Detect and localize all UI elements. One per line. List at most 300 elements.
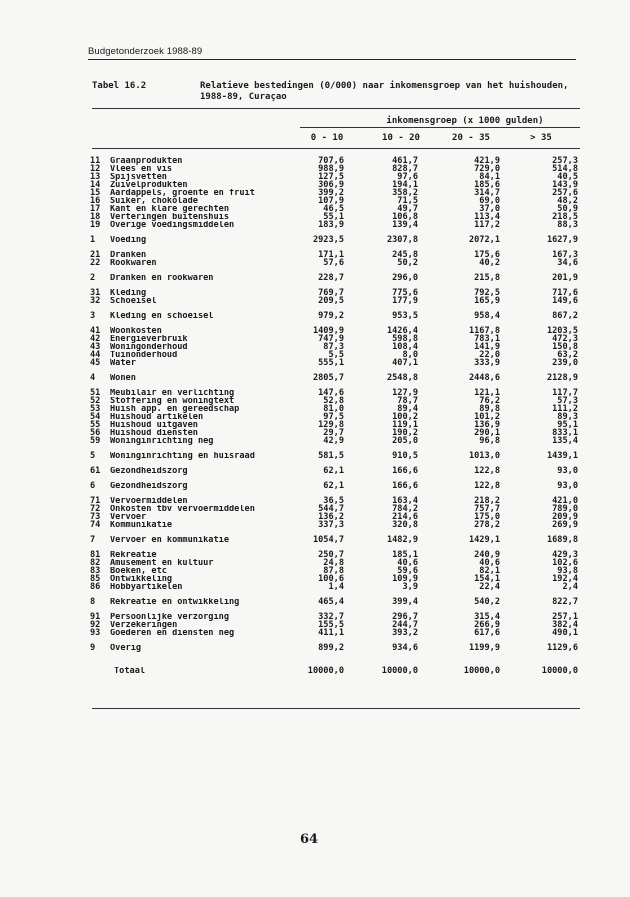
row-label: Huish app. en gereedschap bbox=[110, 405, 240, 413]
row-value: 117,2 bbox=[474, 220, 500, 230]
row-value: 10000,0 bbox=[541, 666, 578, 676]
row-code: 56 bbox=[90, 428, 101, 438]
row-value: 141,9 bbox=[474, 342, 500, 352]
row-code: 43 bbox=[90, 342, 101, 352]
row-value: 979,2 bbox=[318, 311, 344, 321]
row-code: 13 bbox=[90, 172, 101, 182]
row-value: 136,2 bbox=[318, 512, 344, 522]
row-value: 163,4 bbox=[392, 496, 418, 506]
row-value: 988,9 bbox=[318, 164, 344, 174]
row-value: 1409,9 bbox=[312, 326, 344, 336]
income-group-heading: inkomensgroep (x 1000 gulden) bbox=[386, 116, 544, 126]
row-code: 52 bbox=[90, 396, 101, 406]
row-value: 2307,8 bbox=[386, 235, 418, 245]
row-value: 2072,1 bbox=[468, 235, 500, 245]
table-row bbox=[90, 521, 580, 529]
row-code: 54 bbox=[90, 412, 101, 422]
row-value: 177,9 bbox=[392, 296, 418, 306]
row-code: 85 bbox=[90, 574, 101, 584]
row-code: 11 bbox=[90, 156, 101, 166]
row-value: 10000,0 bbox=[307, 666, 344, 676]
group-heading-rule bbox=[300, 127, 580, 128]
row-value: 1,4 bbox=[328, 582, 344, 592]
page-number: 64 bbox=[300, 832, 319, 847]
row-value: 407,1 bbox=[392, 358, 418, 368]
expenditure-table bbox=[90, 157, 580, 675]
row-label: Schoeisel bbox=[110, 297, 157, 305]
row-value: 792,5 bbox=[474, 288, 500, 298]
row-value: 100,6 bbox=[318, 574, 344, 584]
row-value: 296,7 bbox=[392, 612, 418, 622]
row-value: 87,8 bbox=[323, 566, 344, 576]
row-value: 421,0 bbox=[552, 496, 578, 506]
row-value: 934,6 bbox=[392, 643, 418, 653]
row-value: 93,0 bbox=[557, 466, 578, 476]
row-value: 1689,8 bbox=[546, 535, 578, 545]
row-code: 51 bbox=[90, 388, 101, 398]
row-value: 215,8 bbox=[474, 273, 500, 283]
row-label: Dranken bbox=[110, 251, 147, 259]
row-value: 139,4 bbox=[392, 220, 418, 230]
row-value: 306,9 bbox=[318, 180, 344, 190]
row-label: Vervoermiddelen bbox=[110, 497, 188, 505]
row-value: 93,8 bbox=[557, 566, 578, 576]
row-value: 119,1 bbox=[392, 420, 418, 430]
row-value: 240,9 bbox=[474, 550, 500, 560]
row-value: 1429,1 bbox=[468, 535, 500, 545]
row-value: 320,8 bbox=[392, 520, 418, 530]
row-code: 41 bbox=[90, 326, 101, 336]
row-value: 113,4 bbox=[474, 212, 500, 222]
table-row bbox=[90, 583, 580, 591]
row-value: 62,1 bbox=[323, 466, 344, 476]
row-label: Spijsvetten bbox=[110, 173, 167, 181]
row-label: Gezondheidszorg bbox=[110, 467, 188, 475]
row-value: 81,0 bbox=[323, 404, 344, 414]
row-value: 102,6 bbox=[552, 558, 578, 568]
row-value: 244,7 bbox=[392, 620, 418, 630]
row-code: 71 bbox=[90, 496, 101, 506]
row-code: 72 bbox=[90, 504, 101, 514]
row-value: 29,7 bbox=[323, 428, 344, 438]
row-value: 228,7 bbox=[318, 273, 344, 283]
row-value: 192,4 bbox=[552, 574, 578, 584]
row-label: Woninginrichting neg bbox=[110, 437, 214, 445]
row-value: 69,0 bbox=[479, 196, 500, 206]
row-code: 9 bbox=[90, 643, 96, 653]
row-value: 167,3 bbox=[552, 250, 578, 260]
row-value: 3,9 bbox=[402, 582, 418, 592]
header-bottom-rule bbox=[92, 148, 580, 149]
row-label: Kommunikatie bbox=[110, 521, 173, 529]
row-value: 833,1 bbox=[552, 428, 578, 438]
row-label: Overig bbox=[110, 644, 142, 652]
row-code: 3 bbox=[90, 311, 96, 321]
row-value: 411,1 bbox=[318, 628, 344, 638]
row-value: 166,6 bbox=[392, 466, 418, 476]
row-value: 544,7 bbox=[318, 504, 344, 514]
row-label: Ontwikkeling bbox=[110, 575, 173, 583]
row-label: Aardappels, groente en fruit bbox=[110, 189, 255, 197]
total-row bbox=[90, 667, 580, 675]
subtotal-row bbox=[90, 274, 580, 282]
row-value: 107,9 bbox=[318, 196, 344, 206]
row-label: Suiker, chokolade bbox=[110, 197, 198, 205]
row-label: Vlees en vis bbox=[110, 165, 173, 173]
row-value: 40,2 bbox=[479, 258, 500, 268]
table-title: Relatieve bestedingen (0/000) naar inkomensgroep van het huishouden, 1988-89, Curaçao bbox=[200, 81, 569, 102]
row-value: 76,2 bbox=[479, 396, 500, 406]
row-label: Energieverbruik bbox=[110, 335, 188, 343]
subtotal-row bbox=[90, 374, 580, 382]
table-row bbox=[90, 437, 580, 445]
row-label: Woninginrichting en huisraad bbox=[110, 452, 255, 460]
row-label: Water bbox=[110, 359, 136, 367]
row-code: 55 bbox=[90, 420, 101, 430]
row-value: 250,7 bbox=[318, 550, 344, 560]
row-value: 129,8 bbox=[318, 420, 344, 430]
row-value: 10000,0 bbox=[381, 666, 418, 676]
row-code: 44 bbox=[90, 350, 101, 360]
row-value: 122,8 bbox=[474, 481, 500, 491]
row-value: 205,0 bbox=[392, 436, 418, 446]
row-value: 1167,8 bbox=[468, 326, 500, 336]
row-label: Overige voedingsmiddelen bbox=[110, 221, 235, 229]
row-value: 2448,6 bbox=[468, 373, 500, 383]
row-value: 63,2 bbox=[557, 350, 578, 360]
row-value: 472,3 bbox=[552, 334, 578, 344]
subtotal-row bbox=[90, 452, 580, 460]
row-value: 122,8 bbox=[474, 466, 500, 476]
row-value: 214,6 bbox=[392, 512, 418, 522]
row-label: Vervoer bbox=[110, 513, 147, 521]
row-label: Boeken, etc bbox=[110, 567, 167, 575]
row-value: 2,4 bbox=[562, 582, 578, 592]
row-label: Verzekeringen bbox=[110, 621, 178, 629]
row-value: 194,1 bbox=[392, 180, 418, 190]
row-label: Hobbyartikelen bbox=[110, 583, 183, 591]
row-code: 91 bbox=[90, 612, 101, 622]
row-code: 5 bbox=[90, 451, 96, 461]
subtotal-row bbox=[90, 536, 580, 544]
row-value: 757,7 bbox=[474, 504, 500, 514]
row-value: 78,7 bbox=[397, 396, 418, 406]
row-value: 399,2 bbox=[318, 188, 344, 198]
row-value: 209,9 bbox=[552, 512, 578, 522]
row-value: 333,9 bbox=[474, 358, 500, 368]
row-value: 465,4 bbox=[318, 597, 344, 607]
row-value: 257,6 bbox=[552, 188, 578, 198]
row-value: 106,8 bbox=[392, 212, 418, 222]
row-code: 81 bbox=[90, 550, 101, 560]
row-value: 2805,7 bbox=[312, 373, 344, 383]
row-label: Zuivelprodukten bbox=[110, 181, 188, 189]
row-value: 40,5 bbox=[557, 172, 578, 182]
row-value: 55,1 bbox=[323, 212, 344, 222]
row-code: 59 bbox=[90, 436, 101, 446]
row-value: 96,8 bbox=[479, 436, 500, 446]
row-value: 108,4 bbox=[392, 342, 418, 352]
row-value: 185,6 bbox=[474, 180, 500, 190]
row-value: 958,4 bbox=[474, 311, 500, 321]
row-value: 57,6 bbox=[323, 258, 344, 268]
row-value: 190,2 bbox=[392, 428, 418, 438]
row-code: 45 bbox=[90, 358, 101, 368]
row-code: 61 bbox=[90, 466, 101, 476]
row-value: 257,3 bbox=[552, 156, 578, 166]
row-code: 1 bbox=[90, 235, 96, 245]
row-label: Dranken en rookwaren bbox=[110, 274, 214, 282]
row-value: 1627,9 bbox=[546, 235, 578, 245]
row-value: 87,3 bbox=[323, 342, 344, 352]
row-value: 183,9 bbox=[318, 220, 344, 230]
row-code: 53 bbox=[90, 404, 101, 414]
row-label: Kant en klare gerechten bbox=[110, 205, 229, 213]
row-value: 52,8 bbox=[323, 396, 344, 406]
row-label: Totaal bbox=[114, 667, 146, 675]
row-value: 514,8 bbox=[552, 164, 578, 174]
row-value: 147,6 bbox=[318, 388, 344, 398]
row-value: 540,2 bbox=[474, 597, 500, 607]
row-label: Kleding bbox=[110, 289, 147, 297]
row-code: 82 bbox=[90, 558, 101, 568]
row-value: 82,1 bbox=[479, 566, 500, 576]
row-label: Amusement en kultuur bbox=[110, 559, 214, 567]
row-value: 822,7 bbox=[552, 597, 578, 607]
row-value: 8,0 bbox=[402, 350, 418, 360]
row-value: 89,4 bbox=[397, 404, 418, 414]
row-value: 218,2 bbox=[474, 496, 500, 506]
row-value: 382,4 bbox=[552, 620, 578, 630]
row-value: 953,5 bbox=[392, 311, 418, 321]
row-value: 1199,9 bbox=[468, 643, 500, 653]
row-value: 828,7 bbox=[392, 164, 418, 174]
row-value: 775,6 bbox=[392, 288, 418, 298]
subtotal-row bbox=[90, 482, 580, 490]
row-value: 175,6 bbox=[474, 250, 500, 260]
row-value: 127,5 bbox=[318, 172, 344, 182]
row-value: 155,5 bbox=[318, 620, 344, 630]
row-value: 37,0 bbox=[479, 204, 500, 214]
row-value: 1439,1 bbox=[546, 451, 578, 461]
table-row bbox=[90, 629, 580, 637]
row-label: Graanprodukten bbox=[110, 157, 183, 165]
row-label: Wonen bbox=[110, 374, 136, 382]
row-value: 429,3 bbox=[552, 550, 578, 560]
row-code: 74 bbox=[90, 520, 101, 530]
row-code: 14 bbox=[90, 180, 101, 190]
row-label: Rookwaren bbox=[110, 259, 157, 267]
row-value: 1426,4 bbox=[386, 326, 418, 336]
row-code: 8 bbox=[90, 597, 96, 607]
row-value: 1013,0 bbox=[468, 451, 500, 461]
row-value: 278,2 bbox=[474, 520, 500, 530]
row-value: 1482,9 bbox=[386, 535, 418, 545]
row-value: 421,9 bbox=[474, 156, 500, 166]
row-value: 784,2 bbox=[392, 504, 418, 514]
row-value: 769,7 bbox=[318, 288, 344, 298]
row-value: 717,6 bbox=[552, 288, 578, 298]
row-code: 31 bbox=[90, 288, 101, 298]
row-value: 910,5 bbox=[392, 451, 418, 461]
row-value: 22,0 bbox=[479, 350, 500, 360]
row-value: 136,9 bbox=[474, 420, 500, 430]
row-value: 296,0 bbox=[392, 273, 418, 283]
row-value: 22,4 bbox=[479, 582, 500, 592]
row-value: 42,9 bbox=[323, 436, 344, 446]
row-label: Voeding bbox=[110, 236, 147, 244]
row-label: Tuinonderhoud bbox=[110, 351, 178, 359]
row-code: 12 bbox=[90, 164, 101, 174]
row-value: 34,6 bbox=[557, 258, 578, 268]
row-label: Kleding en schoeisel bbox=[110, 312, 214, 320]
row-value: 24,8 bbox=[323, 558, 344, 568]
row-value: 166,6 bbox=[392, 481, 418, 491]
row-code: 22 bbox=[90, 258, 101, 268]
row-label: Vervoer en kommunikatie bbox=[110, 536, 229, 544]
row-value: 59,6 bbox=[397, 566, 418, 576]
row-value: 1054,7 bbox=[312, 535, 344, 545]
row-value: 149,6 bbox=[552, 296, 578, 306]
row-value: 97,5 bbox=[323, 412, 344, 422]
row-value: 89,8 bbox=[479, 404, 500, 414]
row-value: 95,1 bbox=[557, 420, 578, 430]
row-value: 783,1 bbox=[474, 334, 500, 344]
row-value: 2923,5 bbox=[312, 235, 344, 245]
row-value: 314,7 bbox=[474, 188, 500, 198]
row-value: 399,4 bbox=[392, 597, 418, 607]
row-label: Gezondheidszorg bbox=[110, 482, 188, 490]
row-value: 201,9 bbox=[552, 273, 578, 283]
row-code: 16 bbox=[90, 196, 101, 206]
row-label: Verteringen buitenshuis bbox=[110, 213, 229, 221]
running-header bbox=[88, 46, 576, 60]
row-code: 6 bbox=[90, 481, 96, 491]
row-value: 62,1 bbox=[323, 481, 344, 491]
row-value: 175,0 bbox=[474, 512, 500, 522]
row-value: 50,2 bbox=[397, 258, 418, 268]
row-value: 100,2 bbox=[392, 412, 418, 422]
row-value: 2128,9 bbox=[546, 373, 578, 383]
subtotal-row bbox=[90, 467, 580, 475]
row-value: 117,7 bbox=[552, 388, 578, 398]
column-header: 0 - 10 bbox=[310, 133, 344, 143]
row-value: 154,1 bbox=[474, 574, 500, 584]
row-code: 2 bbox=[90, 273, 96, 283]
subtotal-row bbox=[90, 312, 580, 320]
row-label: Rekreatie bbox=[110, 551, 157, 559]
row-label: Goederen en diensten neg bbox=[110, 629, 235, 637]
subtotal-row bbox=[90, 644, 580, 652]
row-value: 617,6 bbox=[474, 628, 500, 638]
row-code: 21 bbox=[90, 250, 101, 260]
row-value: 165,9 bbox=[474, 296, 500, 306]
row-label: Rekreatie en ontwikkeling bbox=[110, 598, 240, 606]
row-code: 42 bbox=[90, 334, 101, 344]
row-value: 111,2 bbox=[552, 404, 578, 414]
row-value: 555,1 bbox=[318, 358, 344, 368]
row-value: 97,6 bbox=[397, 172, 418, 182]
row-value: 71,5 bbox=[397, 196, 418, 206]
row-value: 89,3 bbox=[557, 412, 578, 422]
row-value: 88,3 bbox=[557, 220, 578, 230]
row-value: 150,8 bbox=[552, 342, 578, 352]
row-code: 15 bbox=[90, 188, 101, 198]
row-code: 73 bbox=[90, 512, 101, 522]
row-value: 135,4 bbox=[552, 436, 578, 446]
row-label: Meubilair en verlichting bbox=[110, 389, 235, 397]
row-value: 598,8 bbox=[392, 334, 418, 344]
row-value: 315,4 bbox=[474, 612, 500, 622]
row-value: 57,3 bbox=[557, 396, 578, 406]
row-value: 218,5 bbox=[552, 212, 578, 222]
row-label: Persoonlijke verzorging bbox=[110, 613, 229, 621]
row-value: 2548,8 bbox=[386, 373, 418, 383]
row-value: 1129,6 bbox=[546, 643, 578, 653]
row-value: 127,9 bbox=[392, 388, 418, 398]
subtotal-row bbox=[90, 598, 580, 606]
row-value: 49,7 bbox=[397, 204, 418, 214]
row-value: 101,2 bbox=[474, 412, 500, 422]
row-value: 332,7 bbox=[318, 612, 344, 622]
column-header: 20 - 35 bbox=[452, 133, 490, 143]
row-value: 109,9 bbox=[392, 574, 418, 584]
row-value: 245,8 bbox=[392, 250, 418, 260]
row-value: 290,1 bbox=[474, 428, 500, 438]
row-value: 185,1 bbox=[392, 550, 418, 560]
running-title: Budgetonderzoek 1988-89 bbox=[88, 46, 203, 57]
table-row bbox=[90, 359, 580, 367]
row-label: Huishoud uitgaven bbox=[110, 421, 198, 429]
row-label: Stoffering en woningtext bbox=[110, 397, 235, 405]
row-value: 46,5 bbox=[323, 204, 344, 214]
table-label: Tabel 16.2 bbox=[92, 81, 147, 91]
row-code: 18 bbox=[90, 212, 101, 222]
subtotal-row bbox=[90, 236, 580, 244]
row-value: 581,5 bbox=[318, 451, 344, 461]
row-label: Huishoud artikelen bbox=[110, 413, 204, 421]
table-caption bbox=[92, 81, 572, 103]
row-value: 899,2 bbox=[318, 643, 344, 653]
row-value: 490,1 bbox=[552, 628, 578, 638]
row-value: 121,1 bbox=[474, 388, 500, 398]
row-value: 337,3 bbox=[318, 520, 344, 530]
row-code: 32 bbox=[90, 296, 101, 306]
row-value: 747,9 bbox=[318, 334, 344, 344]
row-value: 143,9 bbox=[552, 180, 578, 190]
row-code: 19 bbox=[90, 220, 101, 230]
row-label: Huishoud diensten bbox=[110, 429, 198, 437]
table-bottom-rule bbox=[92, 708, 580, 709]
row-value: 707,6 bbox=[318, 156, 344, 166]
row-code: 93 bbox=[90, 628, 101, 638]
row-code: 17 bbox=[90, 204, 101, 214]
row-value: 789,0 bbox=[552, 504, 578, 514]
row-code: 83 bbox=[90, 566, 101, 576]
row-value: 393,2 bbox=[392, 628, 418, 638]
row-value: 84,1 bbox=[479, 172, 500, 182]
row-value: 1203,5 bbox=[546, 326, 578, 336]
row-value: 93,0 bbox=[557, 481, 578, 491]
row-value: 10000,0 bbox=[463, 666, 500, 676]
row-code: 86 bbox=[90, 582, 101, 592]
table-row bbox=[90, 221, 580, 229]
row-value: 269,9 bbox=[552, 520, 578, 530]
row-value: 358,2 bbox=[392, 188, 418, 198]
row-label: Onkosten tbv vervoermiddelen bbox=[110, 505, 255, 513]
row-value: 48,2 bbox=[557, 196, 578, 206]
column-header: 10 - 20 bbox=[382, 133, 420, 143]
